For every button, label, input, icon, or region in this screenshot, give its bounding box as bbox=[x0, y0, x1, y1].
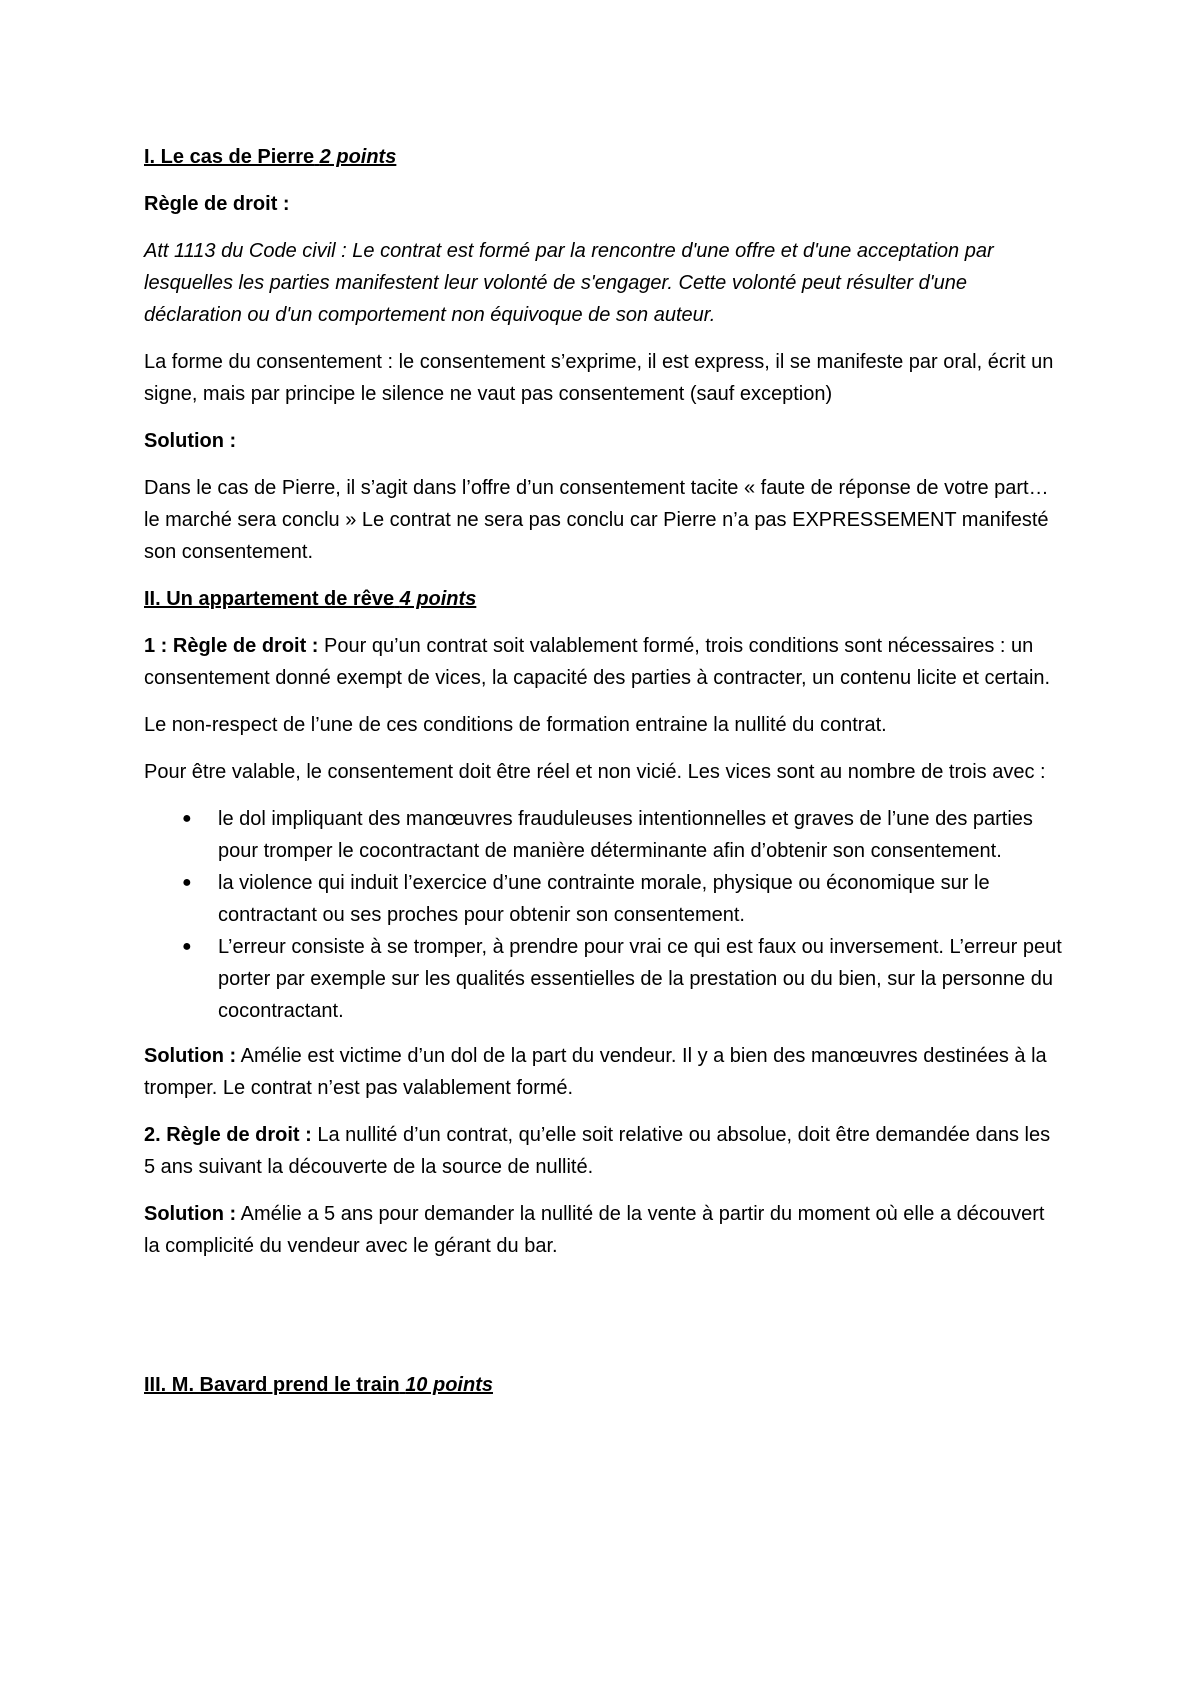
section2-rule1 bbox=[144, 630, 1064, 694]
section2-solution2-label: Solution : bbox=[144, 1203, 237, 1225]
spacer bbox=[144, 1277, 1064, 1369]
section2-rule1-text: Pour qu’un contrat soit valablement formé, trois conditions sont nécessaires : un consentement donné exempt de vices, la capacité des parties à contracter, un contenu licite et certain. bbox=[144, 635, 1051, 689]
section2-nullity-text: Le non-respect de l’une de ces conditions de formation entraine la nullité du contrat. bbox=[144, 714, 887, 736]
section2-solution1-text: Amélie est victime d’un dol de la part du vendeur. Il y a bien des manœuvres destinées à la tromper. Le contrat n’est pas valablement formé. bbox=[144, 1045, 1047, 1099]
section3-points: 10 points bbox=[405, 1374, 493, 1396]
list-item bbox=[144, 803, 1064, 867]
section2-consent-text: Pour être valable, le consentement doit être réel et non vicié. Les vices sont au nombre de trois avec : bbox=[144, 761, 1046, 783]
section1-solution-heading: Solution : bbox=[144, 430, 237, 452]
bullet-icon: ● bbox=[182, 874, 192, 891]
section3-title-text: III. M. Bavard prend le train bbox=[144, 1374, 400, 1396]
section1-points: 2 points bbox=[319, 146, 397, 168]
document-content bbox=[144, 141, 1064, 1416]
section2-solution1-label: Solution : bbox=[144, 1045, 237, 1067]
section2-solution2 bbox=[144, 1198, 1064, 1262]
section1-rule-text: Att 1113 du Code civil : Le contrat est formé par la rencontre d'une offre et d'une acceptation par lesquelles les parties manifestent leur volonté de s'engager. Cette volonté peut résulter d'une déclaration ou d'un comportement non équivoque de son auteur. bbox=[144, 240, 994, 326]
list-item bbox=[144, 931, 1064, 1027]
section1-title bbox=[144, 141, 1064, 173]
bullet-icon: ● bbox=[182, 810, 192, 827]
section2-solution2-text: Amélie a 5 ans pour demander la nullité de la vente à partir du moment où elle a découvert la complicité du vendeur avec le gérant du bar. bbox=[144, 1203, 1045, 1257]
section1-form-text: La forme du consentement : le consentement s’exprime, il est express, il se manifeste par oral, écrit un signe, mais par principe le silence ne vaut pas consentement (sauf exception) bbox=[144, 351, 1054, 405]
vice-text: le dol impliquant des manœuvres frauduleuses intentionnelles et graves de l’une des parties pour tromper le cocontractant de manière déterminante afin d’obtenir son consentement. bbox=[218, 808, 1033, 862]
section2-rule2-label: 2. Règle de droit : bbox=[144, 1124, 312, 1146]
section2-rule1-label: 1 : Règle de droit : bbox=[144, 635, 319, 657]
section1-solution-text: Dans le cas de Pierre, il s’agit dans l’offre d’un consentement tacite « faute de réponse de votre part…le marché sera conclu » Le contrat ne sera pas conclu car Pierre n’a pas EXPRESSEMENT manifesté son consentement. bbox=[144, 477, 1049, 563]
section2-points: 4 points bbox=[399, 588, 477, 610]
section3-title bbox=[144, 1369, 1064, 1401]
section2-rule2 bbox=[144, 1119, 1064, 1183]
vice-text: la violence qui induit l’exercice d’une contrainte morale, physique ou économique sur le contractant ou ses proches pour obtenir son consentement. bbox=[218, 872, 990, 926]
bullet-icon: ● bbox=[182, 938, 192, 955]
section2-solution1 bbox=[144, 1040, 1064, 1104]
vices-list bbox=[144, 803, 1064, 1027]
list-item bbox=[144, 867, 1064, 931]
vice-text: L’erreur consiste à se tromper, à prendre pour vrai ce qui est faux ou inversement. L’erreur peut porter par exemple sur les qualités essentielles de la prestation ou du bien, sur la personne du cocontractant. bbox=[218, 936, 1062, 1022]
section2-rule2-text: La nullité d’un contrat, qu’elle soit relative ou absolue, doit être demandée dans les 5 ans suivant la découverte de la source de nullité. bbox=[144, 1124, 1051, 1178]
section1-rule-heading: Règle de droit : bbox=[144, 193, 290, 215]
section2-title bbox=[144, 583, 1064, 615]
section2-title-text: II. Un appartement de rêve bbox=[144, 588, 395, 610]
section1-title-text: I. Le cas de Pierre bbox=[144, 146, 315, 168]
